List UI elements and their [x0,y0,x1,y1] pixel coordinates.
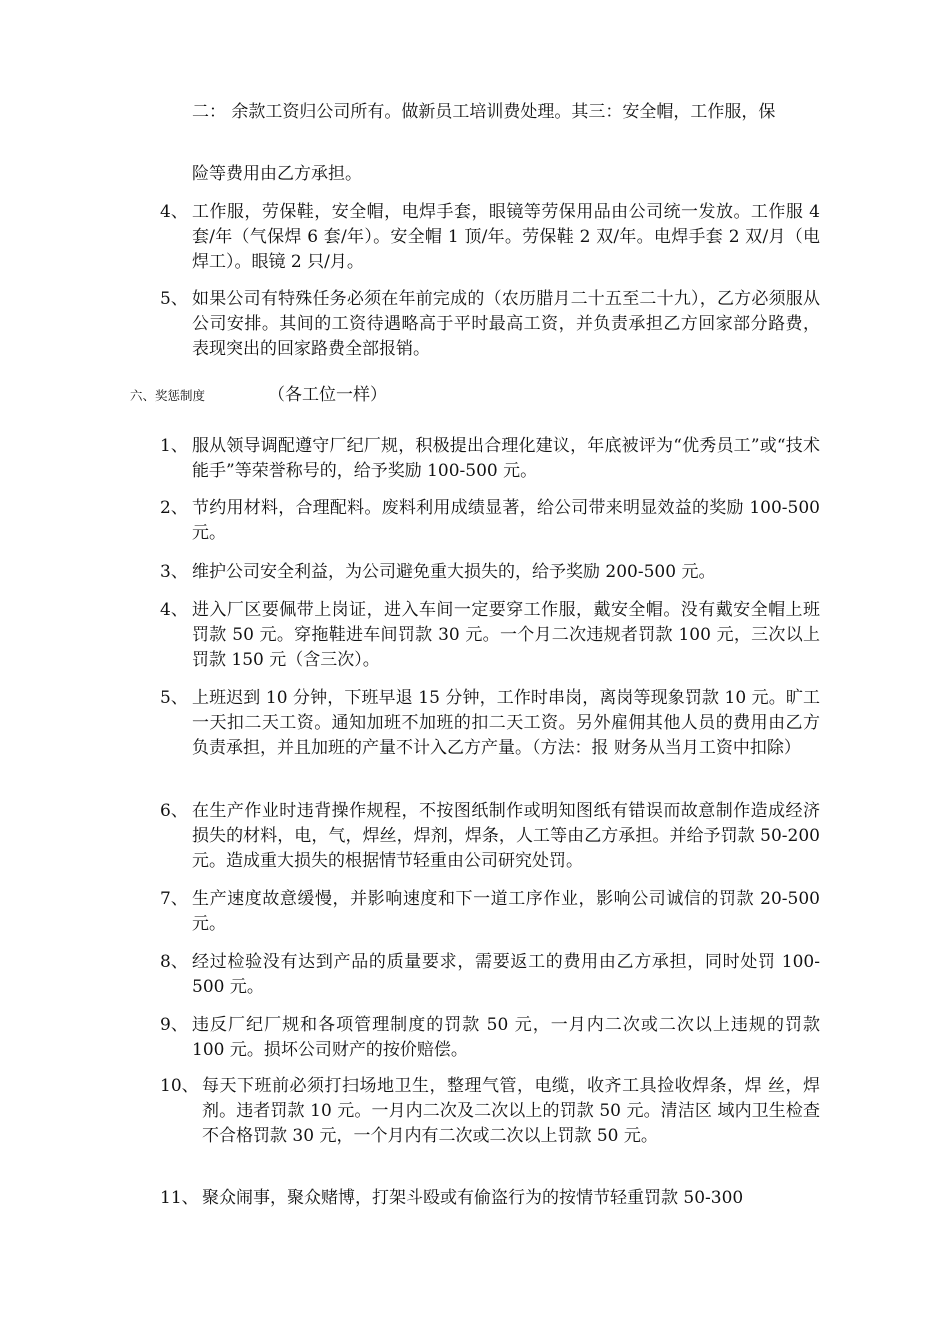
list-item [160,496,820,546]
item-number: 4、 [160,202,188,222]
item-number: 8、 [160,952,188,972]
list-item [160,1013,820,1063]
list-item [160,1186,820,1211]
item-text: 节约用材料，合理配料。废料利用成绩显著，给公司带来明显效益的奖励 100-500 元。 [192,498,820,543]
item-text: 上班迟到 10 分钟，下班早退 15 分钟，工作时串岗，离岗等现象罚款 10 元。旷工一天扣二天工资。通知加班不加班的扣二天工资。另外雇佣其他人员的费用由乙方负责承担，并且加班的产量不计入乙方产量。（方法：报 财务从当月工资中扣除） [192,688,820,758]
item-text: 每天下班前必须打扫场地卫生，整理气管，电缆，收齐工具捡收焊条，焊 丝，焊剂。违者罚款 10 元。一月内二次及二次以上的罚款 50 元。清洁区 域内卫生检查不合格罚款 30 元，一个月内有二次或二次以上罚款 50 元。 [202,1076,820,1146]
item-text: 经过检验没有达到产品的质量要求，需要返工的费用由乙方承担，同时处罚 100-500 元。 [192,952,820,997]
item-number: 5、 [160,688,188,708]
item-text: 违反厂纪厂规和各项管理制度的罚款 50 元，一月内二次或二次以上违规的罚款 100 元。损坏公司财产的按价赔偿。 [192,1015,820,1060]
item-text: 在生产作业时违背操作规程，不按图纸制作或明知图纸有错误而故意制作造成经济损失的材料，电，气，焊丝，焊剂，焊条，人工等由乙方承担。并给予罚款 50-200 元。造成重大损失的根据情节轻重由公司研究处罚。 [192,801,820,871]
item-number: 2、 [160,498,188,518]
item-text: 服从领导调配遵守厂纪厂规，积极提出合理化建议，年底被评为“优秀员工”或“技术能手”等荣誉称号的，给予奖励 100-500 元。 [192,436,820,481]
intro-line-2: 险等费用由乙方承担。 [192,164,362,184]
item-number: 10、 [160,1076,199,1096]
list-item [160,560,820,585]
list-item [160,950,820,1000]
section-note: （各工位一样） [268,385,387,405]
section-heading: 六、奖惩制度 [130,388,206,403]
list-item [160,1074,820,1149]
item-text: 如果公司有特殊任务必须在年前完成的（农历腊月二十五至二十九），乙方必须服从公司安排。其间的工资待遇略高于平时最高工资，并负责承担乙方回家部分路费，表现突出的回家路费全部报销。 [192,289,820,359]
item-number: 11、 [160,1188,199,1208]
item-number: 5、 [160,289,188,309]
list-item [160,200,820,275]
list-item [160,799,820,874]
item-text: 聚众闹事，聚众赌博，打架斗殴或有偷盗行为的按情节轻重罚款 50-300 [202,1188,744,1208]
intro-line-1: 二： 余款工资归公司所有。做新员工培训费处理。其三：安全帽，工作服，保 [192,102,776,122]
item-number: 9、 [160,1015,188,1035]
list-item [160,686,820,761]
list-item [160,887,820,937]
item-number: 6、 [160,801,188,821]
item-text: 维护公司安全利益，为公司避免重大损失的，给予奖励 200-500 元。 [192,562,716,582]
item-text: 进入厂区要佩带上岗证，进入车间一定要穿工作服，戴安全帽。没有戴安全帽上班罚款 50 元。穿拖鞋进车间罚款 30 元。一个月二次违规者罚款 100 元，三次以上罚款 150 元（含三次）。 [192,600,820,670]
list-item [160,434,820,484]
item-number: 1、 [160,436,188,456]
list-item [160,598,820,673]
item-text: 生产速度故意缓慢，并影响速度和下一道工序作业，影响公司诚信的罚款 20-500 元。 [192,889,820,934]
item-text: 工作服，劳保鞋，安全帽，电焊手套，眼镜等劳保用品由公司统一发放。工作服 4 套/年（气保焊 6 套/年）。安全帽 1 顶/年。劳保鞋 2 双/年。电焊手套 2 双/月（电焊工）。眼镜 2 只/月。 [192,202,820,272]
list-item [160,287,820,362]
item-number: 7、 [160,889,188,909]
item-number: 3、 [160,562,188,582]
item-number: 4、 [160,600,188,620]
